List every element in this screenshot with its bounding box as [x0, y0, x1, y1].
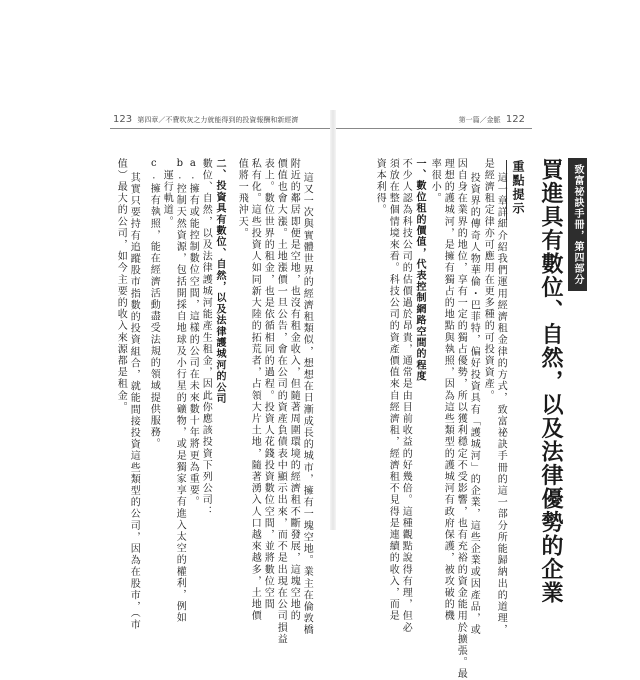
point-two-heading: 二、投資具有數位、自然，以及法律護城河的公司	[214, 158, 225, 405]
paragraph-line: 值將一飛沖天。	[236, 158, 248, 240]
list-item: 運行軌道。	[161, 158, 173, 228]
right-running-title: 第一篇／金脈	[458, 116, 501, 124]
paragraph-line: 表上。數位世界的租金，也是依循相同的過程。投資人花錢投資數位空間，並將數位空間	[262, 158, 274, 611]
point-one-heading: 一、數位租的價值，代表控制網路空間的程度	[414, 158, 425, 382]
paragraph-line: 這又一次與實體世界的經濟租類似，想想在日漸成長的城市，擁有一塊空地。業主在倫敦橋	[301, 172, 313, 636]
book-gutter	[330, 110, 336, 530]
paragraph-line: 因自身在業界的地位，享有一定的獨占優勢，所以獲利穩定不受影響，也有充裕的資金能用於擴張。最	[455, 158, 467, 680]
chapter-title: 買進具有數位、自然，以及法律優勢的企業	[538, 158, 563, 605]
section-label: 致富祕訣手冊，第四部分	[568, 158, 587, 291]
right-header-rule	[336, 128, 532, 129]
right-running-head	[459, 114, 528, 125]
paragraph-line: 須放在整個情境來看。科技公司的資產價值來自經濟租，經濟租不見得是連續的收入，而是	[387, 158, 399, 622]
left-header-rule	[110, 128, 330, 129]
paragraph-line: 私有化。這些投資人如同新大陸的拓荒者，占領大片土地，隨著湧入人口越來越多，土地價	[249, 158, 261, 622]
paragraph-line: 不少人認為科技公司的估價過於昂貴，通常是由目前收益的好幾倍。這種觀點說得有理，但必	[400, 158, 412, 634]
left-page-number: 123	[113, 114, 133, 125]
paragraph-line: 投資界的傳奇人物華倫・巴菲特，偏好投資具有「護城河」的企業，這些企業或因產品，或	[468, 172, 480, 636]
list-item: a.擁有或能控制數位空間，這樣的公司在未來數十年將更為重要。	[187, 158, 199, 508]
key-points-heading: 重點提示	[511, 160, 525, 216]
paragraph-line: 價值也會大漲。土地漲價一旦公告，會在公司的資產負債表中顯示出來，而不是出現在公司損益	[275, 158, 287, 646]
right-page-number: 122	[505, 114, 525, 125]
paragraph-line: 數位、自然，以及法律護城河能產生租金，因此你應該投資下列公司：	[200, 158, 212, 518]
paragraph-line: 是經濟租定律亦可應用在更多種的可投資資產。	[482, 158, 494, 402]
paragraph-line: 值）最大的公司，如今主要的收入來源都是租金。	[115, 158, 127, 414]
paragraph-line: 資本利得。	[374, 158, 386, 216]
left-running-title: 第四章／不費吹灰之力就能得到的投資報酬和新經濟	[137, 116, 299, 124]
paragraph-line: 理想的護城河，是擁有獨占的地點與執照，因為這些類型的護城河有政府保護，被攻破的機	[442, 158, 454, 622]
left-running-head	[110, 114, 298, 125]
paragraph-line: 這一章詳細介紹我們運用經濟租金律的方式，致富祕訣手冊的這一部分所能歸納出的道理，	[495, 172, 507, 636]
list-item: c.擁有執照，能在經濟活動盡受法規的領域提供服務。	[148, 158, 160, 450]
list-item: b.控制天然資源，包括開採自地球及小行星的礦物，或是獨家享有進入太空的權利，例如	[174, 158, 186, 624]
paragraph-line: 其實只要持有追蹤股市指數的投資組合，就能間接投資這些類型的公司，因為在股市，（市	[128, 172, 140, 631]
paragraph-line: 附近的鄰居即便是空地，也沒有租金收入，但隨著周圍環境的經濟租不斷發展，這塊空地的	[288, 158, 300, 622]
paragraph-line: 率很小。	[429, 158, 441, 205]
